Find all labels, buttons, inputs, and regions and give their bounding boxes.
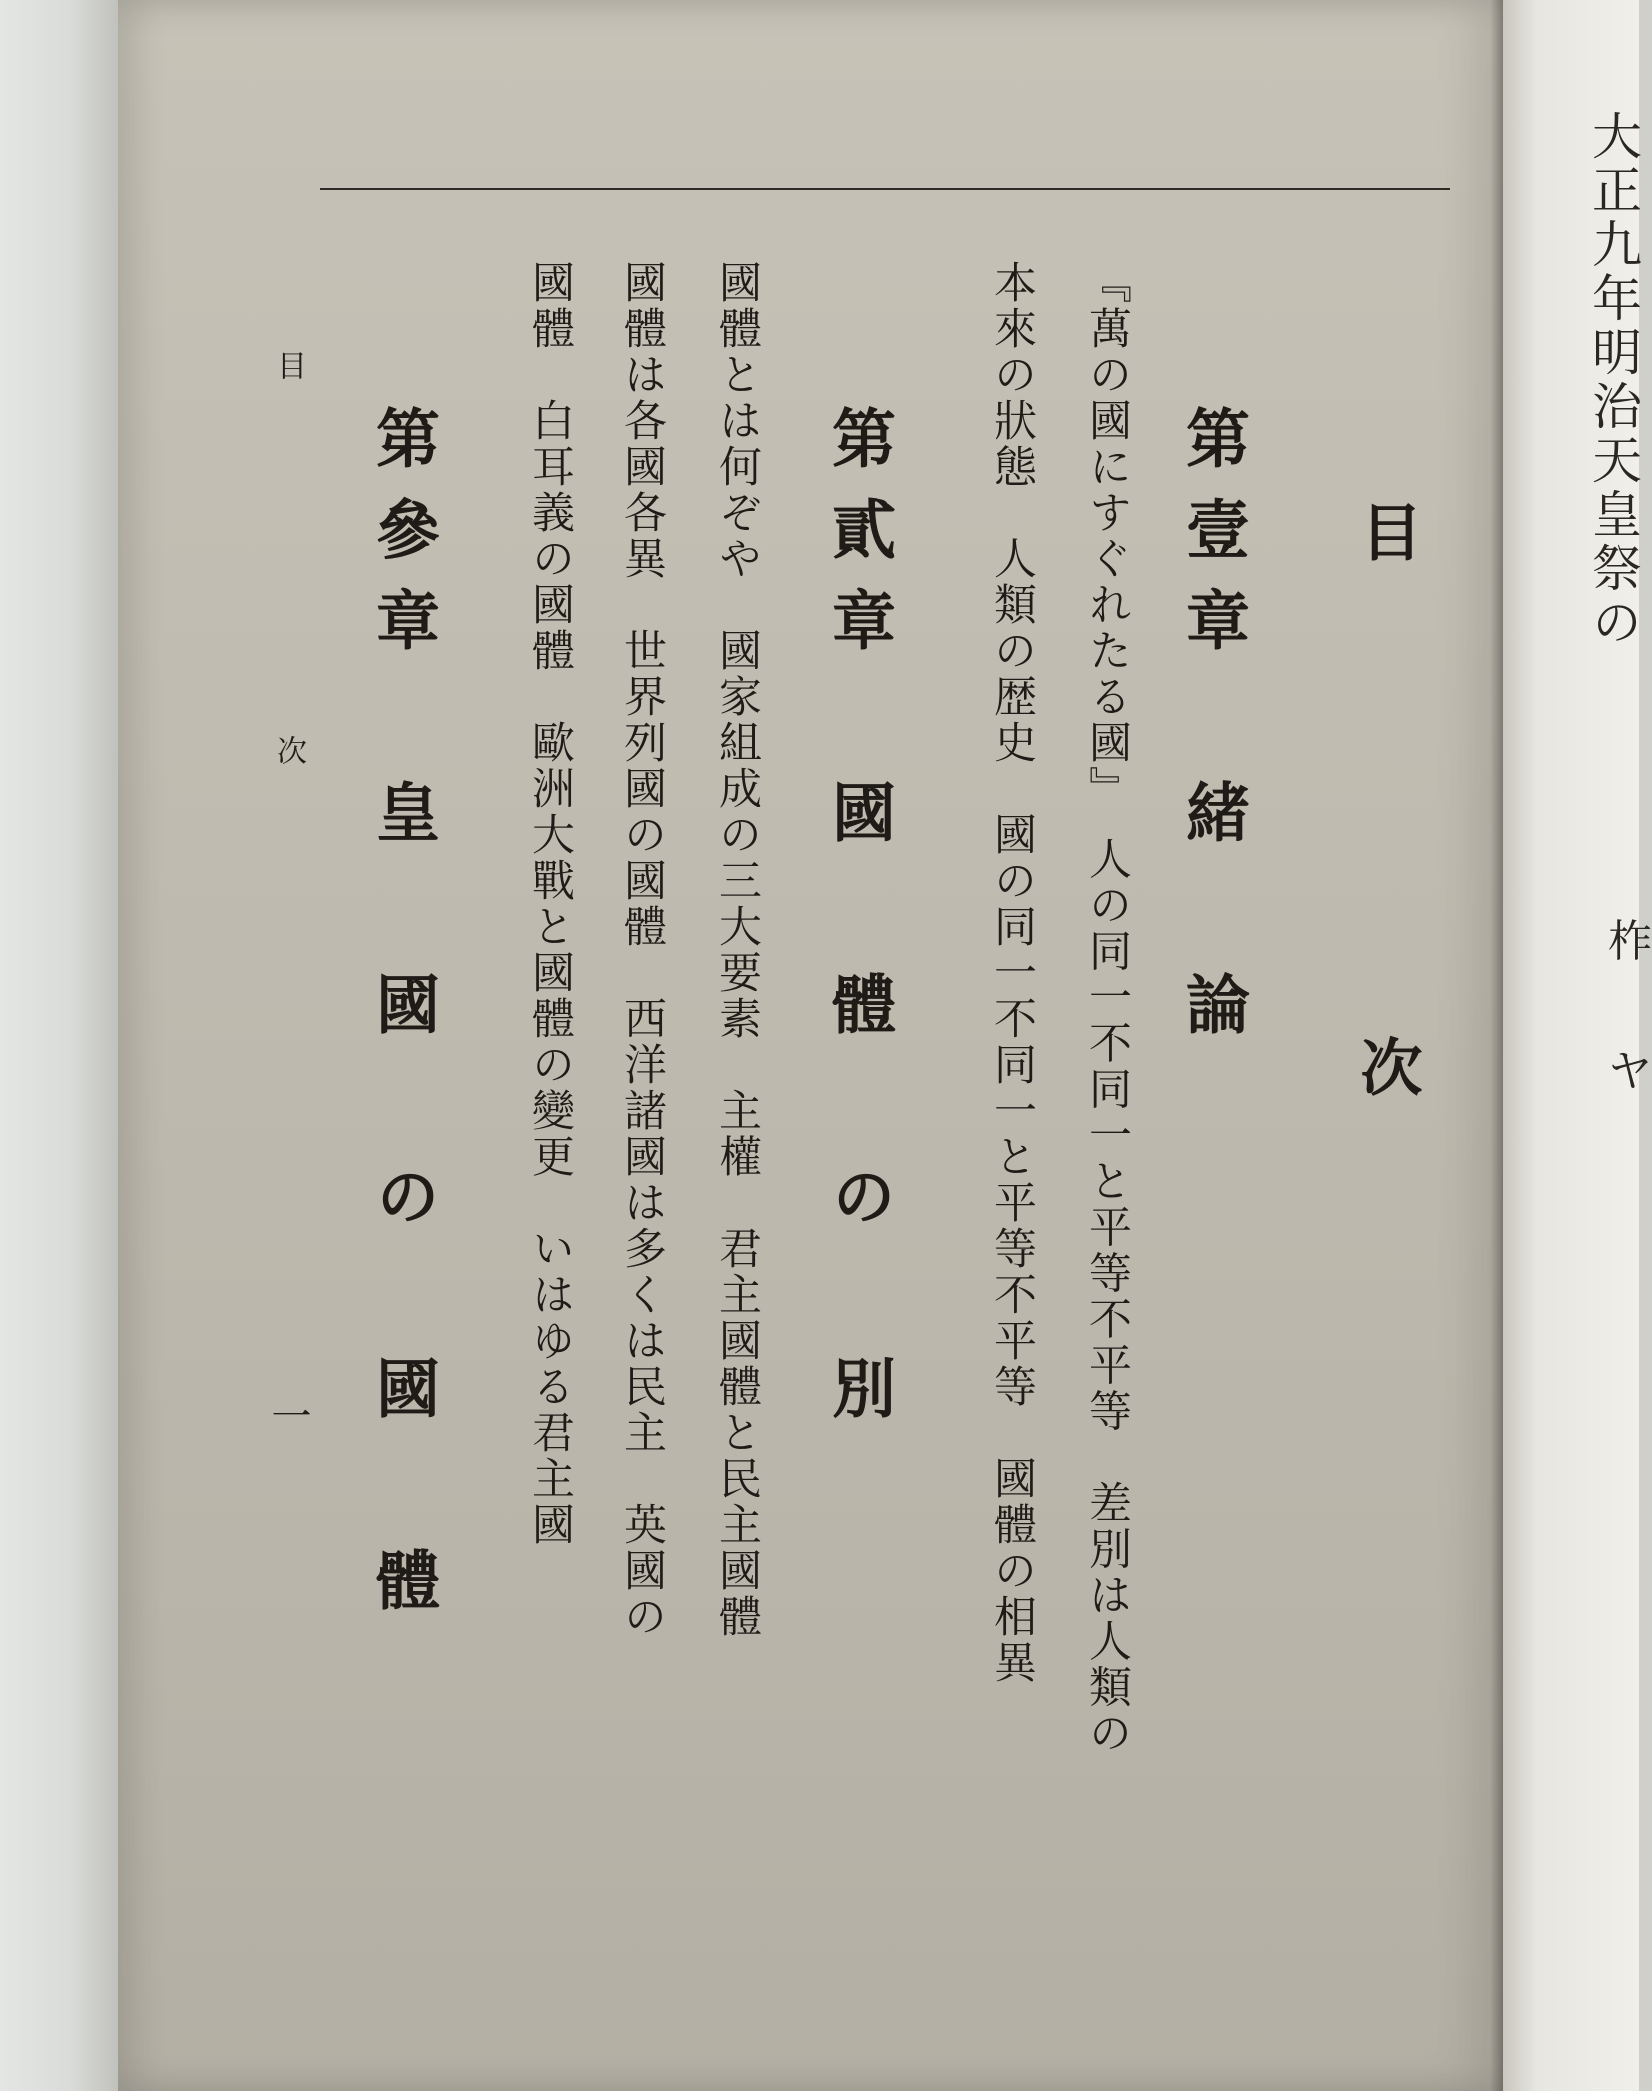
facing-page-fragment-2: ヤ xyxy=(1608,1046,1652,1097)
chapter-1-entry-1: 『萬の國にすぐれたる國』 人の同一不同一と平等不平等 差別は人類の xyxy=(1082,260,1132,1757)
chapter-1-heading: 第壹章 緒 論 xyxy=(1175,405,1249,1062)
book-page xyxy=(118,0,1503,2091)
chapter-3-heading: 第參章 皇 國 の 國 體 xyxy=(365,405,439,1638)
chapter-2-entry-3: 國體 白耳義の國體 歐洲大戰と國體の變更 いはゆる君主國 xyxy=(525,260,575,1548)
toc-title: 目 次 xyxy=(1350,500,1423,1297)
running-footer: 目 次 xyxy=(271,350,306,925)
chapter-2-entry-2: 國體は各國各異 世界列國の國體 西洋諸國は多くは民主 英國の xyxy=(617,260,667,1640)
facing-page-fragment-1: 柞 xyxy=(1608,916,1652,967)
header-rule xyxy=(320,188,1450,190)
chapter-1-entry-2: 本來の狀態 人類の歴史 國の同一不同一と平等不平等 國體の相異 xyxy=(987,260,1037,1686)
chapter-2-entry-1: 國體とは何ぞや 國家組成の三大要素 主權 君主國體と民主國體 xyxy=(712,260,762,1640)
facing-page-text: 大正九年明治天皇祭の xyxy=(1584,110,1642,650)
page-number: 一 xyxy=(265,1395,311,1435)
desk-background xyxy=(0,0,120,2091)
chapter-2-heading: 第貳章 國 體 の 別 xyxy=(821,405,895,1446)
